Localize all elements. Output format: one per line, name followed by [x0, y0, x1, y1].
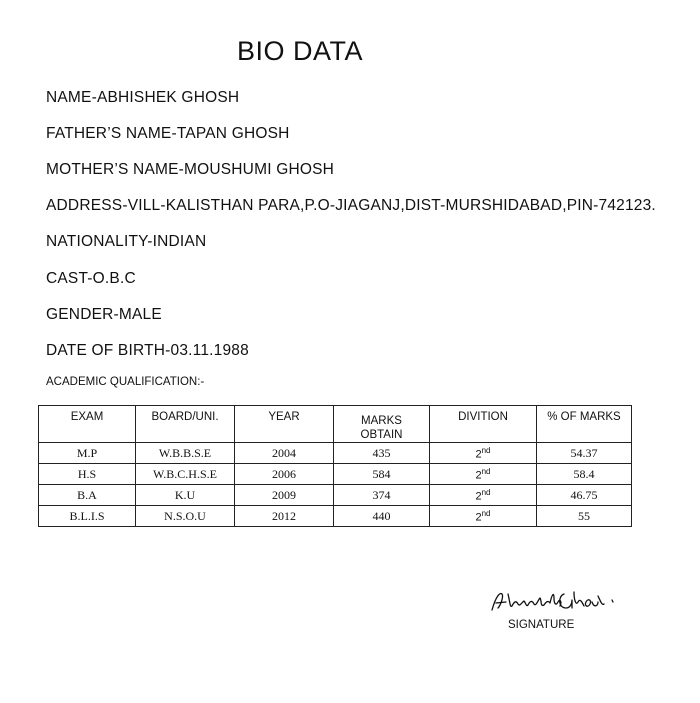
table-row [39, 443, 632, 464]
division-suffix: nd [481, 508, 491, 518]
division-number: 2 [475, 469, 482, 482]
cell-division [430, 443, 537, 464]
nationality-field: NATIONALITY-INDIAN [46, 233, 207, 250]
signature-label: SIGNATURE [508, 619, 575, 631]
cell-year: 2012 [235, 506, 334, 527]
father-name-field: FATHER’S NAME-TAPAN GHOSH [46, 125, 290, 142]
cast-field: CAST-O.B.C [46, 270, 136, 287]
header-marks [334, 406, 430, 443]
academic-qualification-heading: ACADEMIC QUALIFICATION:- [46, 376, 205, 388]
header-marks-line1: MARKS [361, 415, 402, 427]
cell-marks: 374 [334, 485, 430, 506]
header-percent: % OF MARKS [537, 406, 632, 443]
table-row [39, 506, 632, 527]
mother-name-field: MOTHER’S NAME-MOUSHUMI GHOSH [46, 161, 335, 178]
header-exam: EXAM [39, 406, 136, 443]
cell-division [430, 485, 537, 506]
cell-exam: M.P [39, 443, 136, 464]
division-number: 2 [475, 448, 482, 461]
cell-marks: 440 [334, 506, 430, 527]
cell-board: W.B.C.H.S.E [136, 464, 235, 485]
address-field: ADDRESS-VILL-KALISTHAN PARA,P.O-JIAGANJ,DIST-MURSHIDABAD,PIN-742123. [46, 197, 656, 214]
division-suffix: nd [481, 445, 491, 455]
cell-marks: 584 [334, 464, 430, 485]
cell-year: 2009 [235, 485, 334, 506]
division-number: 2 [475, 511, 482, 524]
division-suffix: nd [481, 487, 491, 497]
cell-percent: 54.37 [537, 443, 632, 464]
table-row [39, 464, 632, 485]
header-year: YEAR [235, 406, 334, 443]
header-marks-line2: OBTAIN [360, 429, 403, 441]
cell-exam: H.S [39, 464, 136, 485]
cell-division [430, 464, 537, 485]
table-row [39, 485, 632, 506]
cell-board: N.S.O.U [136, 506, 235, 527]
cell-percent: 55 [537, 506, 632, 527]
cell-year: 2004 [235, 443, 334, 464]
cell-percent: 46.75 [537, 485, 632, 506]
header-board: BOARD/UNI. [136, 406, 235, 443]
academic-qualification-table [38, 405, 632, 527]
cell-board: W.B.B.S.E [136, 443, 235, 464]
cell-percent: 58.4 [537, 464, 632, 485]
header-division: DIVITION [430, 406, 537, 443]
division-number: 2 [475, 490, 482, 503]
cell-year: 2006 [235, 464, 334, 485]
gender-field: GENDER-MALE [46, 306, 162, 323]
name-field: NAME-ABHISHEK GHOSH [46, 89, 240, 106]
division-suffix: nd [481, 466, 491, 476]
page-title: BIO DATA [236, 36, 363, 66]
handwritten-signature [488, 588, 628, 616]
table-header-row [39, 406, 632, 443]
cell-exam: B.L.I.S [39, 506, 136, 527]
cell-division [430, 506, 537, 527]
cell-marks: 435 [334, 443, 430, 464]
cell-board: K.U [136, 485, 235, 506]
cell-exam: B.A [39, 485, 136, 506]
date-of-birth-field: DATE OF BIRTH-03.11.1988 [46, 342, 249, 359]
